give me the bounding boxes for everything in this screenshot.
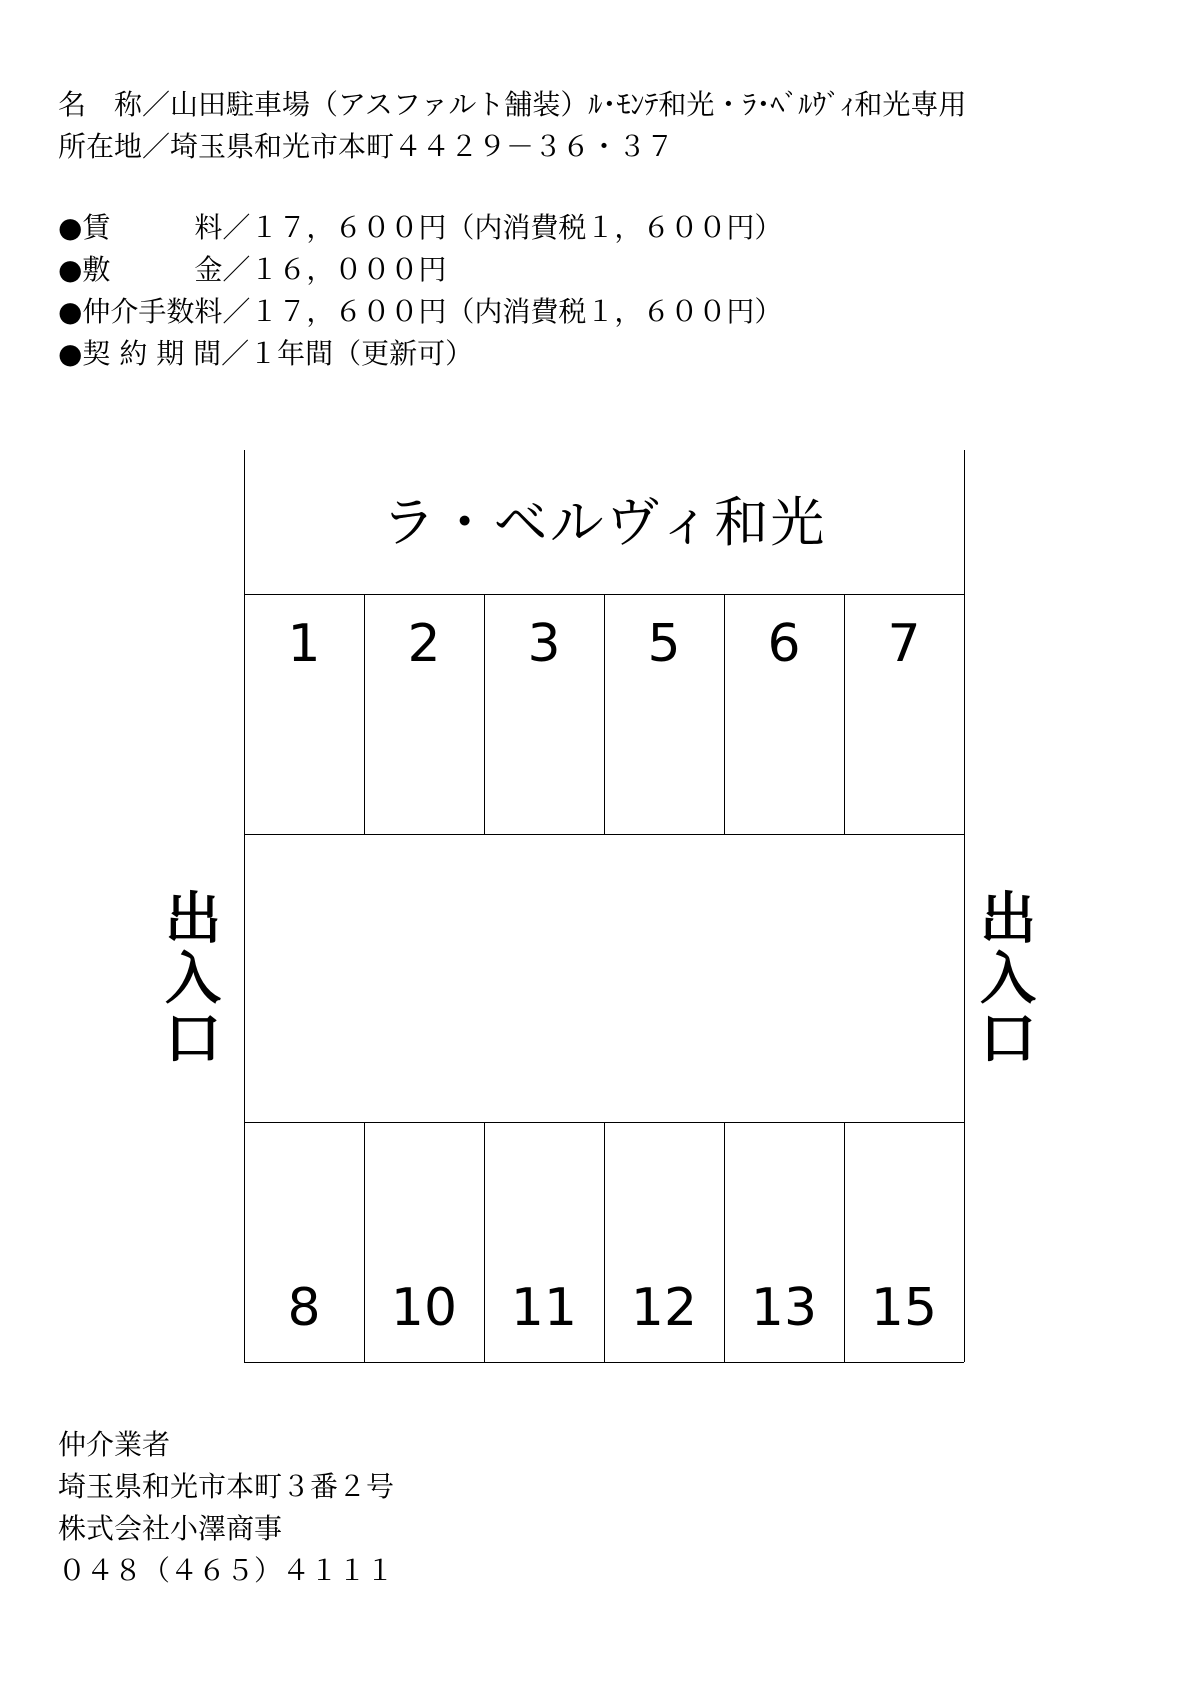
parking-space-number: 12: [630, 1278, 698, 1338]
entrance-label-right: [978, 887, 1038, 1072]
rental-terms: [58, 207, 782, 375]
agent-address: 埼玉県和光市本町３番２号: [58, 1470, 395, 1503]
parking-space-number: 2: [407, 614, 441, 674]
property-location: 所在地／埼玉県和光市本町４４２９－３６・３７: [58, 130, 675, 163]
agent-heading: 仲介業者: [58, 1428, 171, 1461]
entrance-char: 入: [980, 947, 1036, 1012]
parking-space-number: 5: [647, 614, 681, 674]
map-right-wall: [964, 450, 965, 1362]
parking-space-number: 10: [390, 1278, 458, 1338]
property-name: 名 称／山田駐車場（アスファルト舗装）ﾙ･ﾓﾝﾃ和光・ﾗ･ﾍﾞﾙｳﾞｨ和光専用: [58, 88, 967, 121]
parking-space-number: 1: [287, 614, 321, 674]
entrance-char: 口: [980, 1007, 1036, 1072]
property-header: [58, 84, 966, 168]
entrance-char: 出: [980, 887, 1036, 952]
parking-space-number: 15: [870, 1278, 938, 1338]
entrance-char: 入: [165, 947, 221, 1012]
parking-space-number: 3: [527, 614, 561, 674]
agent-phone: ０４８（４６５）４１１１: [58, 1554, 395, 1587]
parking-space-number: 7: [887, 614, 921, 674]
deposit-line: ●敷 金／１６，０００円: [58, 253, 447, 286]
brokerage-fee-line: ●仲介手数料／１７，６００円（内消費税１，６００円）: [58, 295, 783, 328]
map-left-wall: [244, 450, 245, 1362]
agent-company: 株式会社小澤商事: [58, 1512, 283, 1545]
building-name: ラ・ベルヴィ和光: [381, 491, 827, 554]
parking-space-number: 8: [287, 1278, 321, 1338]
parking-space-number: 13: [750, 1278, 818, 1338]
agent-info: [58, 1424, 394, 1592]
top-row-bottom-line: [244, 834, 964, 835]
parking-map: [244, 450, 964, 1362]
rent-line: ●賃 料／１７，６００円（内消費税１，６００円）: [58, 211, 783, 244]
entrance-label-left: [163, 887, 223, 1072]
entrance-char: 口: [165, 1007, 221, 1072]
entrance-char: 出: [165, 887, 221, 952]
map-bottom-line: [244, 1362, 964, 1363]
contract-period-line: ●契 約 期 間／１年間（更新可）: [58, 337, 474, 370]
parking-space-number: 6: [767, 614, 801, 674]
parking-space-number: 11: [510, 1278, 578, 1338]
